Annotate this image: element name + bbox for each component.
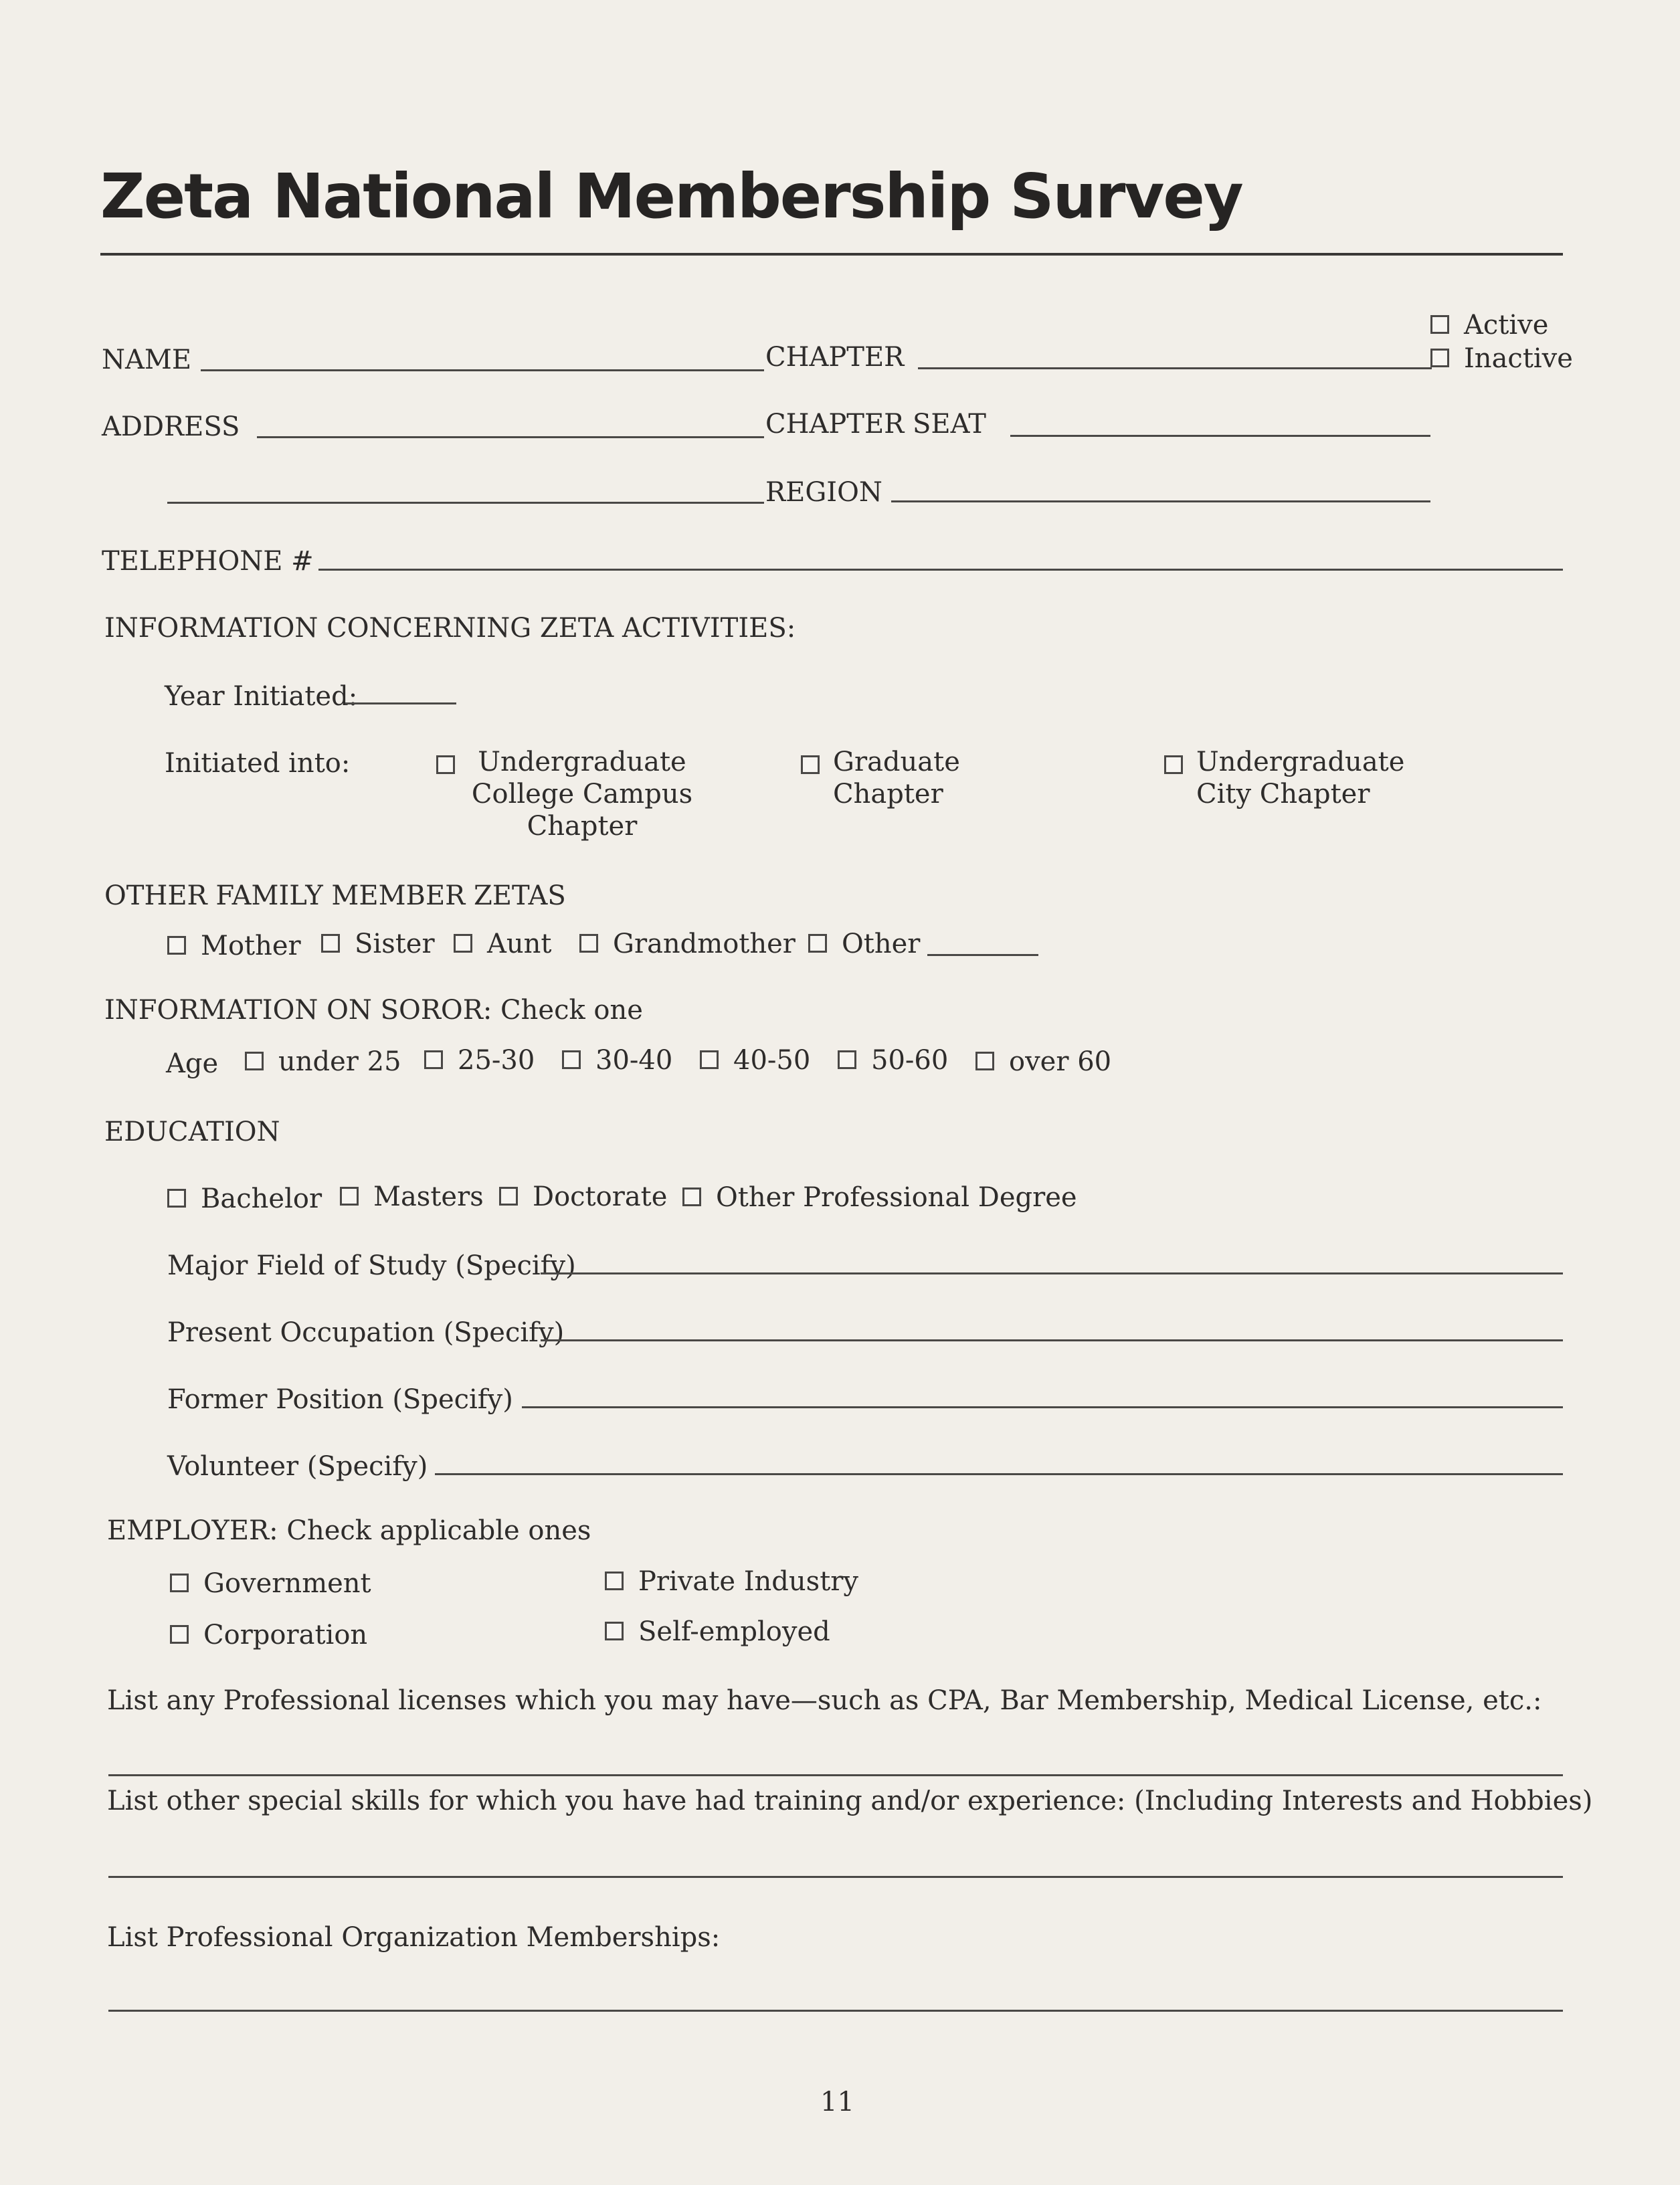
edu-doctorate-label: Doctorate — [533, 1181, 668, 1212]
family-other-option[interactable] — [808, 928, 920, 960]
family-sister-checkbox[interactable] — [321, 934, 340, 953]
edu-bachelor-label: Bachelor — [201, 1183, 322, 1214]
family-aunt-checkbox[interactable] — [454, 934, 472, 953]
name-label: NAME — [102, 345, 192, 375]
address-label: ADDRESS — [102, 411, 240, 442]
volunteer-field[interactable] — [435, 1473, 1563, 1475]
undergraduate-city-option[interactable] — [1164, 746, 1405, 810]
volunteer-label: Volunteer (Specify) — [167, 1451, 428, 1482]
family-aunt-label: Aunt — [487, 929, 552, 959]
employer-private-option[interactable] — [605, 1565, 858, 1598]
undergraduate-college-option[interactable] — [436, 746, 696, 842]
edu-bachelor-checkbox[interactable] — [167, 1189, 186, 1208]
edu-other-degree-checkbox[interactable] — [682, 1188, 701, 1206]
age-under-25-checkbox[interactable] — [245, 1052, 264, 1070]
age-40-50-label: 40-50 — [733, 1045, 811, 1076]
major-field[interactable] — [541, 1272, 1563, 1274]
family-other-checkbox[interactable] — [808, 934, 827, 953]
age-40-50-checkbox[interactable] — [700, 1050, 719, 1069]
telephone-field[interactable] — [318, 569, 1563, 571]
edu-other-degree-option[interactable] — [682, 1181, 1077, 1214]
page-title: Zeta National Membership Survey — [100, 161, 1242, 232]
graduate-chapter-checkbox[interactable] — [801, 755, 820, 774]
occupation-field[interactable] — [541, 1339, 1563, 1341]
undergraduate-college-label: Undergraduate College Campus Chapter — [471, 747, 693, 842]
graduate-chapter-option[interactable] — [801, 746, 973, 810]
active-checkbox[interactable] — [1430, 315, 1449, 334]
employer-government-checkbox[interactable] — [170, 1574, 189, 1592]
year-initiated-label: Year Initiated: — [165, 681, 358, 712]
edu-doctorate-option[interactable] — [499, 1181, 667, 1213]
family-grandmother-checkbox[interactable] — [579, 934, 598, 953]
activities-heading: INFORMATION CONCERNING ZETA ACTIVITIES: — [104, 613, 796, 644]
family-grandmother-label: Grandmother — [613, 929, 796, 959]
skills-field[interactable] — [108, 1876, 1563, 1878]
undergraduate-city-checkbox[interactable] — [1164, 755, 1183, 774]
age-label: Age — [166, 1048, 219, 1079]
edu-masters-checkbox[interactable] — [340, 1187, 359, 1206]
occupation-label: Present Occupation (Specify) — [167, 1317, 565, 1348]
edu-other-degree-label: Other Professional Degree — [716, 1182, 1077, 1213]
age-25-30-option[interactable] — [424, 1044, 535, 1076]
age-under-25-option[interactable] — [245, 1046, 401, 1078]
age-50-60-option[interactable] — [838, 1044, 948, 1076]
employer-corporation-checkbox[interactable] — [170, 1625, 189, 1644]
family-sister-label: Sister — [355, 929, 435, 959]
age-30-40-label: 30-40 — [595, 1045, 673, 1076]
age-50-60-label: 50-60 — [871, 1045, 949, 1076]
employer-heading: EMPLOYER: Check applicable ones — [107, 1515, 591, 1546]
undergraduate-city-label: Undergraduate City Chapter — [1196, 747, 1405, 810]
age-30-40-option[interactable] — [562, 1044, 672, 1076]
inactive-option[interactable] — [1430, 343, 1573, 375]
organizations-label: List Professional Organization Memberships: — [107, 1922, 721, 1953]
soror-heading: INFORMATION ON SOROR: Check one — [104, 995, 643, 1026]
chapter-seat-label: CHAPTER SEAT — [765, 409, 986, 440]
organizations-field[interactable] — [108, 2010, 1563, 2012]
undergraduate-college-checkbox[interactable] — [436, 755, 455, 774]
family-mother-label: Mother — [201, 931, 301, 961]
employer-private-label: Private Industry — [638, 1566, 858, 1597]
employer-self-employed-option[interactable] — [605, 1616, 830, 1648]
age-25-30-checkbox[interactable] — [424, 1050, 443, 1069]
former-position-field[interactable] — [522, 1406, 1563, 1408]
chapter-field[interactable] — [918, 367, 1432, 369]
inactive-checkbox[interactable] — [1430, 349, 1449, 367]
major-label: Major Field of Study (Specify) — [167, 1250, 576, 1281]
family-other-field[interactable] — [927, 954, 1038, 956]
graduate-chapter-label: Graduate Chapter — [833, 747, 960, 810]
edu-masters-label: Masters — [373, 1181, 484, 1212]
edu-bachelor-option[interactable] — [167, 1183, 322, 1215]
page-number: 11 — [820, 2087, 854, 2117]
telephone-label: TELEPHONE # — [102, 546, 314, 577]
employer-corporation-option[interactable] — [170, 1619, 367, 1651]
employer-private-checkbox[interactable] — [605, 1572, 624, 1590]
age-40-50-option[interactable] — [700, 1044, 810, 1076]
age-over-60-label: over 60 — [1009, 1046, 1112, 1077]
family-mother-option[interactable] — [167, 930, 301, 962]
age-over-60-option[interactable] — [975, 1046, 1111, 1078]
age-30-40-checkbox[interactable] — [562, 1050, 581, 1069]
employer-corporation-label: Corporation — [203, 1620, 368, 1650]
age-25-30-label: 25-30 — [458, 1045, 535, 1076]
name-field[interactable] — [201, 369, 764, 371]
age-under-25-label: under 25 — [278, 1046, 401, 1077]
age-50-60-checkbox[interactable] — [838, 1050, 856, 1069]
age-over-60-checkbox[interactable] — [975, 1052, 994, 1070]
former-position-label: Former Position (Specify) — [167, 1384, 513, 1415]
active-label: Active — [1464, 310, 1549, 341]
edu-doctorate-checkbox[interactable] — [499, 1187, 518, 1206]
region-label: REGION — [765, 477, 882, 508]
initiated-into-label: Initiated into: — [165, 748, 351, 779]
licenses-field[interactable] — [108, 1774, 1563, 1776]
chapter-label: CHAPTER — [765, 342, 905, 373]
family-mother-checkbox[interactable] — [167, 936, 186, 955]
inactive-label: Inactive — [1464, 343, 1573, 374]
skills-label: List other special skills for which you have had training and/or experience: (Including Interests and Hobbies) — [107, 1786, 1593, 1816]
family-aunt-option[interactable] — [454, 928, 551, 960]
chapter-seat-field[interactable] — [1010, 435, 1430, 437]
family-heading: OTHER FAMILY MEMBER ZETAS — [104, 880, 566, 911]
licenses-label: List any Professional licenses which you may have—such as CPA, Bar Membership, Medical License, etc.: — [107, 1685, 1542, 1716]
employer-government-label: Government — [203, 1568, 371, 1599]
family-sister-option[interactable] — [321, 928, 435, 960]
family-grandmother-option[interactable] — [579, 928, 796, 960]
address-line-2-field[interactable] — [167, 502, 764, 504]
employer-self-employed-label: Self-employed — [638, 1616, 830, 1647]
edu-masters-option[interactable] — [340, 1181, 484, 1213]
address-field[interactable] — [257, 436, 764, 438]
title-underline — [100, 253, 1563, 256]
employer-government-option[interactable] — [170, 1568, 371, 1600]
employer-self-employed-checkbox[interactable] — [605, 1622, 624, 1640]
active-option[interactable] — [1430, 309, 1548, 341]
family-other-label: Other — [842, 929, 921, 959]
education-heading: EDUCATION — [104, 1117, 280, 1147]
year-initiated-field[interactable] — [345, 702, 456, 704]
region-field[interactable] — [891, 500, 1430, 502]
